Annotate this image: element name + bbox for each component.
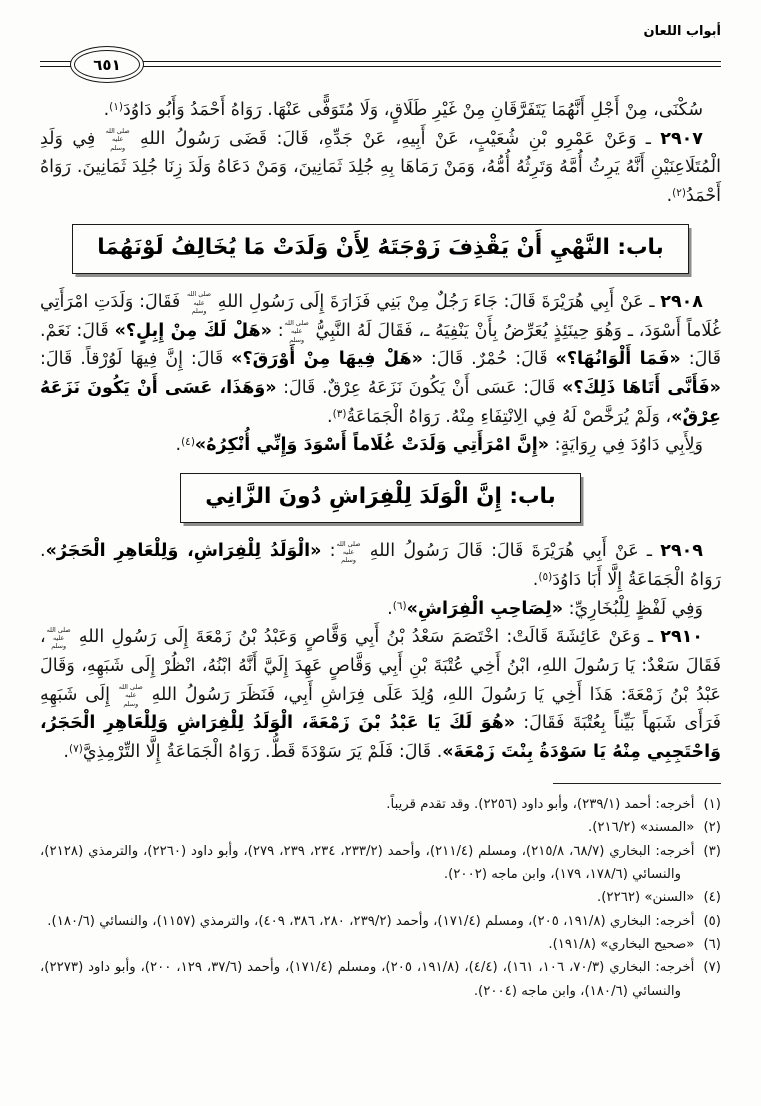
chapter-heading-row [40, 224, 721, 274]
page-number-ornament [70, 46, 144, 83]
footnote-text: أخرجه: البخاري (٦٨/٧، ٢١٥/٨)، ومسلم (٢١١/٤)، وأحمد (٢٣٣/٢، ٢٣٤، ٢٣٩، ٢٧٩)، وأبو داود (٢٢٦٠)، والترمذي (٢١٢٨)، والنسائي (١٧٨/٦، ١٧٩)، وابن ماجه (٢٠٠٢). [40, 843, 695, 882]
footnote-item [40, 956, 721, 1003]
footnote-item [40, 886, 721, 909]
text-run: قَالَ: عَسَى أَنْ يَكُونَ نَزَعَهُ عِرْقٌ. قَالَ: [276, 377, 563, 398]
paragraph [40, 623, 721, 766]
text-run: «فَأَنَّى أَتَاهَا ذَلِكَ؟» [562, 377, 721, 398]
footnote-number: (١) [703, 796, 721, 812]
footnote-number: (٢) [703, 820, 721, 836]
footnote-number: (٤) [703, 890, 721, 906]
paragraph [40, 288, 721, 431]
footnote-ref: (٤) [181, 436, 195, 449]
pbuh-symbol: صلى الله عليه وسلم [186, 290, 212, 315]
footnote-number: (٥) [703, 913, 721, 929]
paragraph [40, 96, 721, 125]
text-run: «هَلْ لَكَ مِنْ إِبِلٍ؟» [114, 320, 272, 341]
text-run: ـ عَنْ أَبِي هُرَيْرَةَ قَالَ: جَاءَ رَجُلٌ مِنْ بَنِي فَزَارَةَ إِلَى رَسُولِ اللهِ صلى الله عليه وسلم فَقَالَ: وَلَدَتِ امْرَأَتِي غُلَاماً أَسْوَدَ، ـ وَهُوَ حِينَئِذٍ يُعَرِّضُ بِأَنْ يَنْفِيَهُ ـ، فَقَالَ لَهُ النَّبِيُّ صلى الله عليه وسلم: [40, 290, 721, 344]
section-title: أبواب اللعان [643, 24, 721, 39]
footnote-item [40, 933, 721, 956]
footnote-number: (٦) [703, 937, 721, 953]
pbuh-symbol: صلى الله عليه وسلم [46, 625, 71, 651]
text-run: ـ وَعَنْ عَمْرِو بْنِ شُعَيْبٍ، عَنْ أَبِيهِ، عَنْ جَدِّهِ، قَالَ: قَضَى رَسُولُ اللهِ صلى الله عليه وسلم فِي وَلَدِ الْمُتَلَاعِنَيْنِ أَنَّهُ يَرِثُ أُمَّهُ وَتَرِثُهُ أُمُّهُ، وَمَنْ رَمَاهَا بِهِ جُلِدَ ثَمَانِينَ، وَمَنْ دَعَاهُ وَلَدَ زِنَا جُلِدَ ثَمَانِينَ. رَوَاهُ أَحْمَدُ [40, 127, 721, 207]
paragraph [40, 537, 721, 594]
pbuh-symbol: صلى الله عليه وسلم [105, 127, 130, 152]
text-run: ـ وَعَنْ عَائِشَةَ قَالَتْ: اخْتَصَمَ سَعْدُ بْنُ أَبِي وَقَّاصٍ وَعَبْدُ بْنُ زَمْعَةَ إِلَى رَسُولِ اللهِ صلى الله عليه وسلم، فَقَالَ سَعْدٌ: يَا رَسُولَ اللهِ، ابْنُ أَخِي عُتْبَةَ بْنِ أَبِي وَقَّاصٍ عَهِدَ إِلَيَّ أَنَّهُ ابْنُهُ، انْظُرْ إِلَى شَبَهِهِ، وَقَالَ عَبْدُ بْنُ زَمْعَةَ: هَذَا أَخِي يَا رَسُولَ اللهِ، وُلِدَ عَلَى فِرَاشِ أَبِي، فَنَظَرَ رَسُولُ اللهِ صلى الله عليه وسلم إِلَى شَبَهِهِ فَرَأَى شَبَهاً بَيِّناً بِعُتْبَةَ فَقَالَ: [40, 625, 722, 734]
page-header [40, 24, 721, 84]
footnote-ref: (٦) [392, 599, 407, 612]
footnote-ref: (٧) [69, 742, 83, 755]
text-run: «هَلْ فِيهَا مِنْ أَوْرَقَ؟» [231, 349, 423, 370]
footnote-item [40, 816, 721, 839]
text-run: . قَالَ: فَلَمْ يَرَ سَوْدَةَ قَطُّ. رَوَاهُ الْجَمَاعَةُ إِلَّا التِّرْمِذِيَّ [82, 742, 443, 763]
text-run: وَفِي لَفْظٍ لِلْبُخَارِيِّ: [563, 598, 703, 619]
footnote-text: أخرجه: البخاري (٧٠/٣، ١٠٦، ١٦١)، (٤/٤)، (١٩١/٨، ٢٠٥)، ومسلم (١٧١/٤)، وأحمد (٣٧/٦، ١٢٩، ٢٠٠)، وأبو داود (٢٢٧٣)، والنسائي (١٨٠/٦)، وابن ماجه (٢٠٠٤). [40, 960, 695, 999]
footnote-item [40, 840, 721, 887]
paragraph [40, 431, 721, 460]
text-run: «وَهَذَا، عَسَى أَنْ يَكُونَ نَزَعَهُ عِرْقٌ» [40, 377, 721, 427]
text-run: «إِنَّ امْرَأَتِي وَلَدَتْ غُلَاماً أَسْوَدَ وَإِنِّي أُنْكِرُهُ» [194, 435, 550, 456]
text-run: . [532, 569, 539, 590]
footnote-ref: (٥) [538, 570, 553, 583]
chapter-heading: باب: إِنَّ الْوَلَدَ لِلْفِرَاشِ دُونَ الزَّانِي [180, 473, 580, 523]
text-run: . [666, 186, 673, 207]
text-run: . رَوَاهُ الْجَمَاعَةُ إِلَّا أَبَا دَاوُدَ [40, 541, 721, 590]
text-run: سُكْنَى، مِنْ أَجْلِ أَنَّهُمَا يَتَفَرَّقَانِ مِنْ غَيْرِ طَلَاقٍ، وَلَا مُتَوَفًّى عَنْهَا. رَوَاهُ أَحْمَدُ وَأَبُو دَاوُدَ [123, 100, 703, 120]
text-run: . [175, 435, 182, 456]
text-run: «الْوَلَدُ لِلْفِرَاشِ، وَلِلْعَاهِرِ الْحَجَرُ» [45, 541, 322, 562]
text-run: ٢٩٠٩ [660, 541, 703, 562]
text-run: . [63, 742, 69, 763]
page-number: ٦٥١ [93, 55, 121, 74]
footnote-item [40, 793, 721, 816]
footnotes-list [40, 793, 721, 1004]
text-run: ٢٩٠٨ [660, 291, 703, 312]
text-run: «لِصَاحِبِ الْفِرَاشِ» [406, 598, 564, 619]
footnote-text: أخرجه: البخاري (١٩١/٨، ٢٠٥)، ومسلم (١٧١/٤)، وأحمد (٢٣٩/٢، ٢٨٠، ٣٨٦، ٤٠٩)، والترمذي (١١٥٧)، والنسائي (١٨٠/٦). [47, 913, 695, 929]
text-run: . [103, 100, 110, 120]
text-run: وَلِأَبِي دَاوُدَ فِي رِوَايَةٍ: [549, 435, 703, 456]
chapter-heading: باب: النَّهْيِ أَنْ يَقْذِفَ زَوْجَتَهُ لِأَنْ وَلَدَتْ مَا يُخَالِفُ لَوْنَهُمَا [72, 224, 688, 274]
text-run: ـ عَنْ أَبِي هُرَيْرَةَ قَالَ: قَالَ رَسُولُ اللهِ صلى الله عليه وسلم: [321, 539, 661, 565]
footnote-item [40, 910, 721, 933]
footnote-ref: (١) [109, 100, 123, 113]
footnote-text: «السنن» (٢٢٦٢). [597, 890, 695, 906]
footnote-separator [553, 783, 721, 784]
footnote-number: (٧) [703, 960, 721, 976]
pbuh-symbol: صلى الله عليه وسلم [336, 539, 361, 565]
text-run: ٢٩١٠ [660, 627, 703, 648]
text-run: . [387, 598, 393, 619]
body-content [40, 96, 721, 767]
text-run: قَالَ: حُمْرٌ. قَالَ: [422, 349, 556, 370]
footnote-text: أخرجه: أحمد (٢٣٩/١)، وأبو داود (٢٢٥٦). وقد تقدم قريباً. [386, 796, 695, 812]
text-run: «هُوَ لَكَ يَا عَبْدُ بْنَ زَمْعَةَ، الْوَلَدُ لِلْفِرَاشِ وَلِلْعَاهِرِ الْحَجَرُ، وَاحْتَجِبِي مِنْهُ يَا سَوْدَةُ بِنْتَ زَمْعَةَ» [40, 713, 721, 763]
paragraph [40, 125, 721, 211]
text-run: قَالَ: نَعَمْ. قَالَ: [40, 320, 721, 370]
text-run: قَالَ: إِنَّ فِيهَا لَوُرْقاً. قَالَ: [40, 349, 232, 370]
paragraph [40, 595, 721, 624]
text-run: . [327, 406, 333, 427]
footnote-ref: (٢) [672, 186, 687, 199]
footnote-text: «المسند» (٢١٦/٢). [587, 820, 695, 836]
footnote-number: (٣) [703, 843, 721, 859]
footnote-text: «صحيح البخاري» (١٩١/٨). [548, 937, 695, 953]
text-run: ٢٩٠٧ [660, 128, 703, 149]
header-rule-area [40, 46, 721, 84]
text-run: ، وَلَمْ يُرَخَّصْ لَهُ فِي الِانْتِفَاءِ مِنْهُ. رَوَاهُ الْجَمَاعَةُ [346, 406, 672, 427]
text-run: «فَمَا أَلْوَانُهَا؟» [555, 349, 681, 370]
chapter-heading-row [40, 473, 721, 523]
footnote-ref: (٣) [332, 407, 347, 420]
pbuh-symbol: صلى الله عليه وسلم [118, 683, 143, 708]
pbuh-symbol: صلى الله عليه وسلم [284, 318, 309, 344]
